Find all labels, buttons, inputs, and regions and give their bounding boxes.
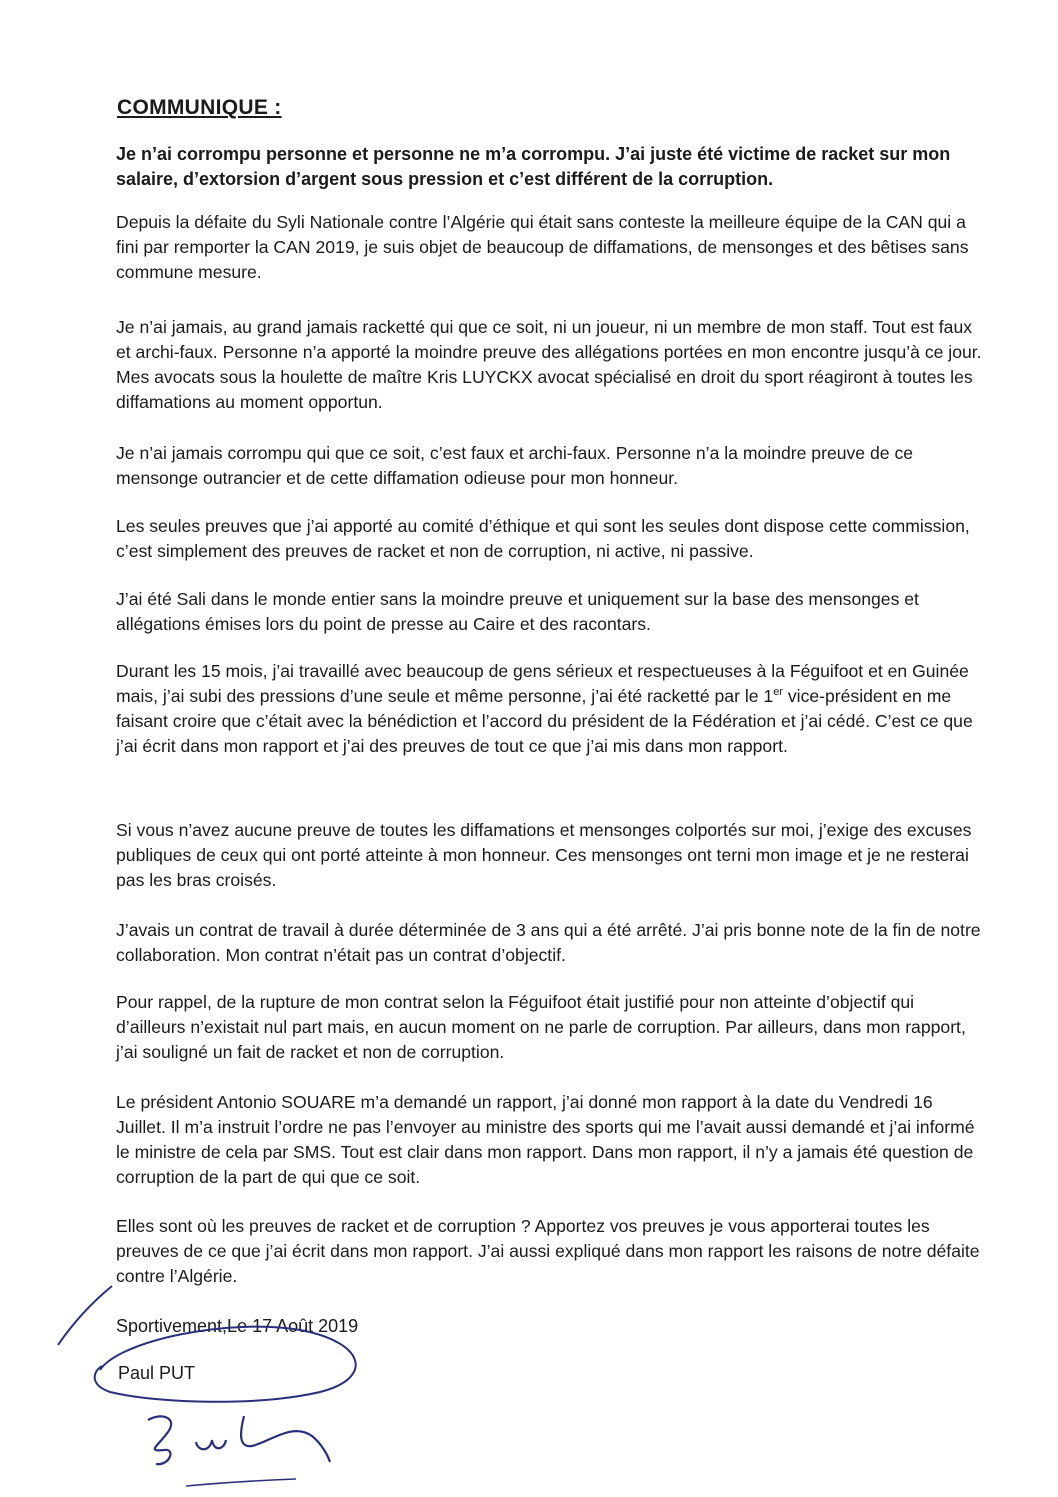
- document-title: COMMUNIQUE :: [117, 96, 282, 119]
- paragraph-6-text-before: Durant les 15 mois, j’ai travaillé avec beaucoup de gens sérieux et respectueuses à la Féguifoot et en Guinée mais, j’ai subi des pressions d’une seule et même personne, j’ai été racketté par le 1: [116, 661, 969, 706]
- paragraph-11: Elles sont où les preuves de racket et de corruption ? Apportez vos preuves je vous apporterai toutes les preuves de ce que j’ai écrit dans mon rapport. J’ai aussi expliqué dans mon rapport les raisons de notre défaite contre l’Algérie.: [116, 1216, 980, 1286]
- paragraph-9: Pour rappel, de la rupture de mon contrat selon la Féguifoot était justifié pour non atteinte d’objectif qui d’ailleurs n’existait nul part mais, en aucun moment on ne parle de corruption. Par ailleurs, dans mon rapport, j’ai souligné un fait de racket et non de corruption.: [116, 992, 966, 1062]
- paragraph-2: Je n’ai jamais, au grand jamais racketté qui que ce soit, ni un joueur, ni un membre de mon staff. Tout est faux et archi-faux. Personne n’a apporté la moindre preuve des allégations portées en mon encontre jusqu’à ce jour. Mes avocats sous la houlette de maître Kris LUYCKX avocat spécialisé en droit du sport réagiront à toutes les diffamations au moment opportun.: [116, 317, 982, 412]
- paragraph-7: Si vous n’avez aucune preuve de toutes les diffamations et mensonges colportés sur moi, j’exige des excuses publiques de ceux qui ont porté atteinte à mon honneur. Ces mensonges ont terni mon image et je ne resterai pas les bras croisés.: [116, 820, 972, 890]
- paragraph-6-text-after: vice-président en me faisant croire que c’était avec la bénédiction et l’accord du président de la Fédération et j’ai cédé. C’est ce que j’ai écrit dans mon rapport et j’ai des preuves de tout ce que j’ai mis dans mon rapport.: [116, 686, 973, 756]
- closing-line: Sportivement,Le 17 Août 2019: [116, 1316, 359, 1336]
- lead-paragraph: Je n’ai corrompu personne et personne ne m’a corrompu. J’ai juste été victime de racket sur mon salaire, d’extorsion d’argent sous pression et c’est différent de la corruption.: [116, 144, 951, 189]
- paragraph-3: Je n’ai jamais corrompu qui que ce soit, c’est faux et archi-faux. Personne n’a la moindre preuve de ce mensonge outrancier et de cette diffamation odieuse pour mon honneur.: [116, 443, 914, 488]
- paragraph-10: Le président Antonio SOUARE m’a demandé un rapport, j’ai donné mon rapport à la date du Vendredi 16 Juillet. Il m’a instruit l’ordre ne pas l’envoyer au ministre des sports qui me l’avait aussi demandé et j’ai informé le ministre de cela par SMS. Tout est clair dans mon rapport. Dans mon rapport, il n’y a jamais été question de corruption de la part de qui que ce soit.: [116, 1092, 975, 1187]
- paragraph-4: Les seules preuves que j’ai apporté au comité d’éthique et qui sont les seules dont dispose cette commission, c’est simplement des preuves de racket et non de corruption, ni active, ni passive.: [116, 516, 970, 561]
- paragraph-5: J’ai été Sali dans le monde entier sans la moindre preuve et uniquement sur la base des mensonges et allégations émises lors du point de presse au Caire et des racontars.: [116, 589, 919, 634]
- paragraph-6-superscript: er: [773, 686, 783, 699]
- signatory-name: Paul PUT: [118, 1363, 196, 1383]
- paragraph-8: J’avais un contrat de travail à durée déterminée de 3 ans qui a été arrêté. J’ai pris bonne note de la fin de notre collaboration. Mon contrat n’était pas un contrat d’objectif.: [116, 920, 981, 965]
- paragraph-1: Depuis la défaite du Syli Nationale contre l’Algérie qui était sans conteste la meilleure équipe de la CAN qui a fini par remporter la CAN 2019, je suis objet de beaucoup de diffamations, de mensonges et des bêtises sans commune mesure.: [116, 212, 969, 282]
